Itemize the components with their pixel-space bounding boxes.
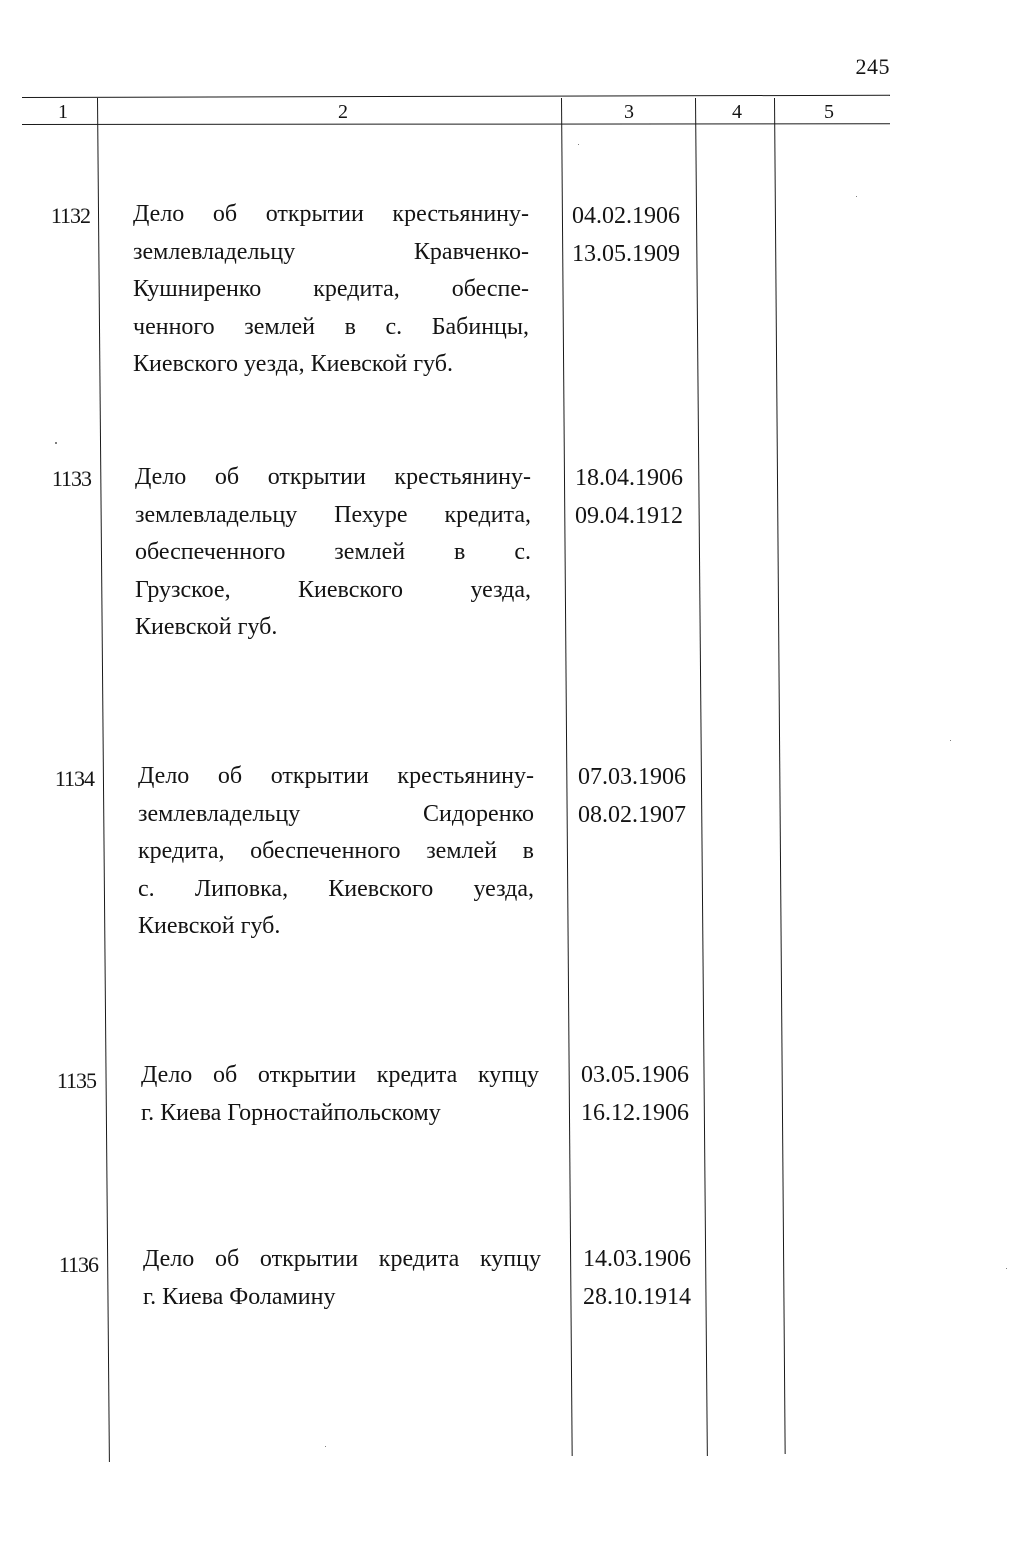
entry-description — [133, 196, 529, 384]
entry-number: 1135 — [56, 1068, 96, 1093]
column-divider-1 — [97, 98, 110, 1462]
description-line: Дело об открытии крестьянину- — [133, 201, 529, 227]
column-header-5: 5 — [824, 101, 834, 123]
scan-speck — [950, 740, 951, 741]
description-line: Грузское, Киевского уезда, — [135, 576, 531, 603]
date-end: 09.04.1912 — [575, 503, 683, 529]
date-start: 07.03.1906 — [578, 764, 686, 790]
entry-dates — [570, 1056, 700, 1132]
description-line: г. Киева Горностайпольскому — [141, 1099, 441, 1126]
description-line: Киевского уезда, Киевской губ. — [133, 351, 453, 377]
date-start: 04.02.1906 — [572, 203, 680, 229]
description-line: обеспеченного землей в с. — [135, 539, 531, 565]
scan-speck — [578, 144, 579, 145]
date-end: 16.12.1906 — [581, 1100, 689, 1126]
column-header-1: 1 — [58, 101, 68, 123]
date-start: 18.04.1906 — [575, 465, 683, 491]
description-line: Дело об открытии кредита купцу — [143, 1246, 541, 1272]
description-line: ченного землей в с. Бабинцы, — [133, 313, 529, 340]
entry-description — [135, 459, 531, 647]
column-header-3: 3 — [624, 101, 634, 123]
date-start: 14.03.1906 — [583, 1246, 691, 1272]
description-line: с. Липовка, Киевского уезда, — [138, 875, 534, 902]
date-end: 28.10.1914 — [583, 1284, 691, 1310]
description-line: Дело об открытии кредита купцу — [141, 1062, 539, 1088]
entry-number: 1136 — [58, 1252, 98, 1277]
page-number: 245 — [855, 54, 890, 79]
column-header-2: 2 — [338, 101, 348, 123]
description-line: Киевской губ. — [135, 614, 278, 640]
date-end: 13.05.1909 — [572, 241, 680, 267]
date-end: 08.02.1907 — [578, 802, 686, 828]
description-line: землевладельцу Пехуре кредита, — [135, 501, 531, 528]
description-line: землевладельцу Сидоренко — [138, 800, 534, 827]
description-line: Киевской губ. — [138, 913, 281, 939]
column-divider-4 — [774, 98, 786, 1454]
header-bottom-rule — [22, 123, 890, 125]
description-line: землевладельцу Кравченко- — [133, 238, 529, 265]
column-header-4: 4 — [732, 101, 742, 123]
entry-description — [141, 1057, 539, 1132]
scan-speck — [325, 1446, 326, 1447]
description-line: Дело об открытии крестьянину- — [138, 763, 534, 789]
date-start: 03.05.1906 — [581, 1062, 689, 1088]
header-top-rule — [22, 95, 890, 98]
entry-description — [138, 758, 534, 946]
description-line: кредита, обеспеченного землей в — [138, 838, 534, 864]
entry-dates — [572, 1240, 702, 1316]
description-line: Дело об открытии крестьянину- — [135, 464, 531, 490]
scan-speck — [1006, 1268, 1007, 1269]
description-line: г. Киева Фоламину — [143, 1283, 336, 1310]
scan-speck — [856, 196, 857, 197]
entry-number: 1134 — [54, 766, 94, 791]
description-line: Кушниренко кредита, обеспе- — [133, 276, 529, 302]
entry-dates — [567, 758, 697, 834]
entry-description — [143, 1241, 541, 1316]
scan-speck — [55, 442, 57, 444]
entry-number: 1133 — [51, 466, 91, 491]
entry-dates — [564, 459, 694, 535]
entry-number: 1132 — [50, 203, 90, 228]
entry-dates — [561, 197, 691, 273]
